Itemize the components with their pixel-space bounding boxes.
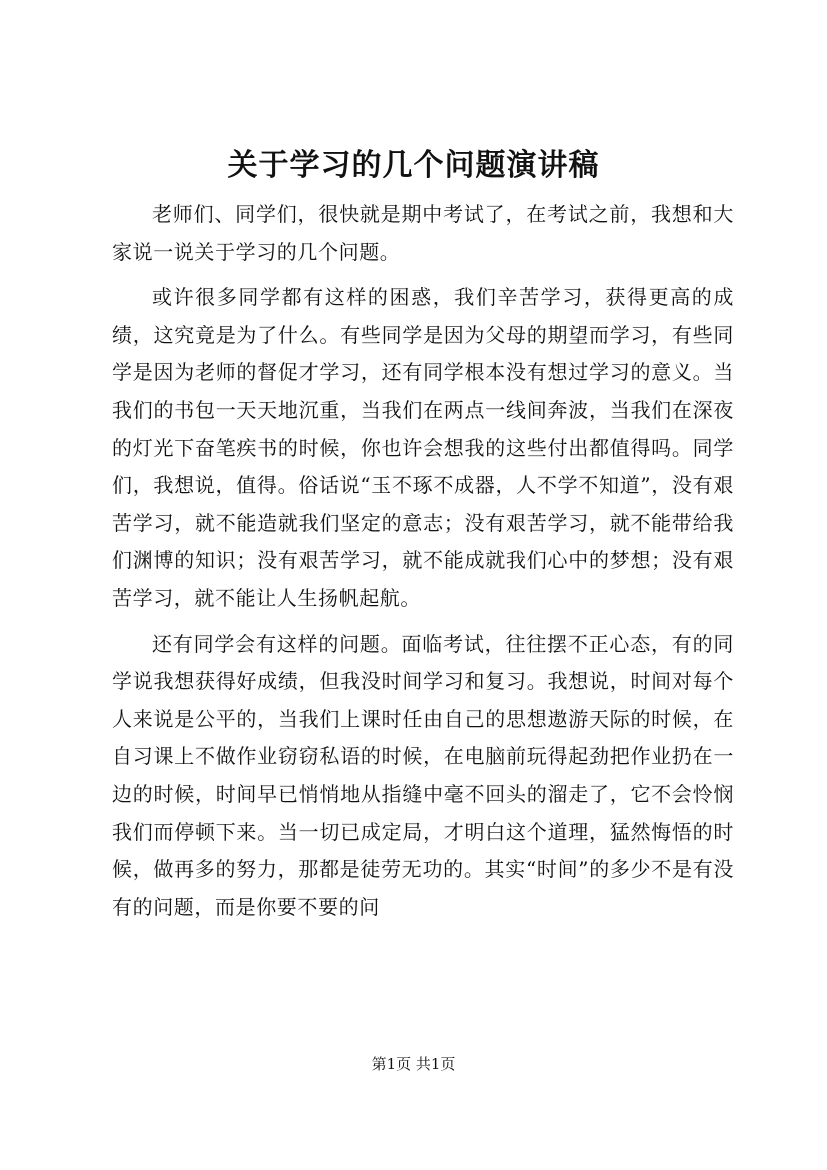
paragraph-1: 老师们、同学们，很快就是期中考试了，在考试之前，我想和大家说一说关于学习的几个问题。 xyxy=(112,202,734,264)
paragraph-3: 还有同学会有这样的问题。面临考试，往往摆不正心态，有的同学说我想获得好成绩，但我没时间学习和复习。我想说，时间对每个人来说是公平的，当我们上课时任由自己的思想遨游天际的时候，在自习课上不做作业窃窃私语的时候，在电脑前玩得起劲把作业扔在一边的时候，时间早已悄悄地从指缝中毫不回头的溜走了，它不会怜悯我们而停顿下来。当一切已成定局，才明白这个道理，猛然悔悟的时候，做再多的努力，那都是徒劳无功的。其实“时间”的多少不是有没有的问题，而是你要不要的问 xyxy=(112,631,734,919)
document-body xyxy=(112,196,734,934)
paragraph-2: 或许很多同学都有这样的困惑，我们辛苦学习，获得更高的成绩，这究竟是为了什么。有些同学是因为父母的期望而学习，有些同学是因为老师的督促才学习，还有同学根本没有想过学习的意义。当我们的书包一天天地沉重，当我们在两点一线间奔波，当我们在深夜的灯光下奋笔疾书的时候，你也许会想我的这些付出都值得吗。同学们，我想说，值得。俗话说“玉不琢不成器，人不学不知道”，没有艰苦学习，就不能造就我们坚定的意志；没有艰苦学习，就不能带给我们渊博的知识；没有艰苦学习，就不能成就我们心中的梦想；没有艰苦学习，就不能让人生扬帆起航。 xyxy=(112,285,734,610)
page-footer: 第1页 共1页 xyxy=(371,1055,456,1073)
document-title: 关于学习的几个问题演讲稿 xyxy=(227,148,600,183)
